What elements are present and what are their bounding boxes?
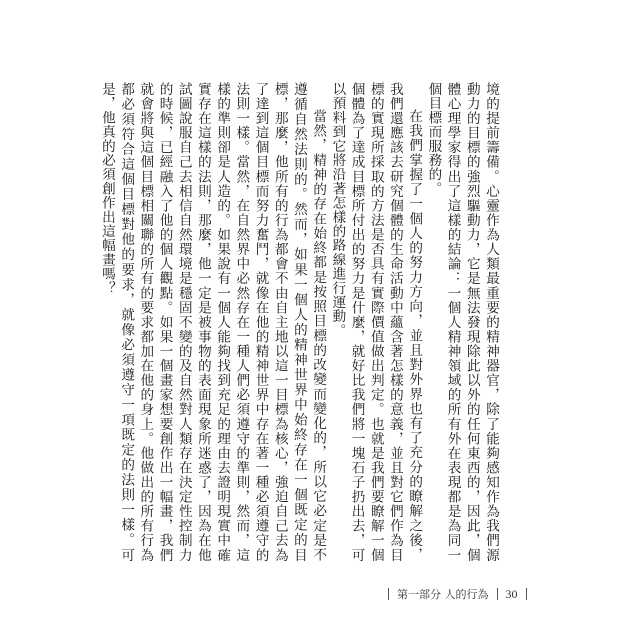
footer-divider-left: [388, 588, 389, 600]
footer-divider-right: [526, 588, 527, 600]
paragraph-1: 境的提前籌備。心靈作為人類最重要的精神器官，除了能夠感知作為我們源動力的目標的強烈驅動力，它是無法發現除此以外的任何東西的，因此，個體心理學家得出了這樣的結論：一個人精神領域的所有外在表現都是為同一個目標而服務的。: [425, 82, 499, 562]
footer-divider-middle: [497, 588, 498, 600]
chapter-title: 第一部分 人的行為: [397, 588, 489, 601]
paragraph-2: 在我們掌握了一個人的努力方向，並且對外界也有了充分的瞭解之後，我們還應該去研究個體的生命活動中蘊含著怎樣的意義，並且對它們作為目標的實現所採取的方法是否具有實際價值做出判定。也就是我們要瞭解一個個體為了達成目標所付出的努力是什麼，就好比我們將一塊石子扔出去，可以預料到它將沿著怎樣的路線進行運動。: [329, 82, 423, 562]
page-number: 30: [505, 586, 518, 601]
page-footer: [380, 584, 535, 604]
paragraph-3: 當然，精神的存在始終都是按照目標的改變而變化的，所以它必定是不遵循自然法則的。然而，如果一個人的精神世界中始終存在一個既定的目標，那麼，他所有的行為都會不由自主地以這一目標為核心，強迫自己去為了達到這個目標而努力奮鬥，就像在他的精神世界中存在著一種必須遵守的法則一樣。當然，在自然界中必然存在一種人們必須遵守的準則，然而，這樣的準則卻是人造的。如果說有一個人能夠找到充足的理由去證明現實中確實存在這樣的法則，那麼，他一定是被事物的表面現象所迷惑了，因為在他試圖說服自己去相信自然環境是穩固不變的及自然對人類存在決定性控制力的時候，已經融入了他的個人觀點。如果一個畫家想要創作出一幅畫，我們就會將與這個目標相關聯的所有的要求都加在他的身上。他做出的所有行為都必須符合這個目標對他的要求，就像必須遵守一項既定的法則一樣。可是，他真的必須創作出這幅畫嗎？: [98, 82, 327, 562]
vertical-text-body: [98, 82, 500, 562]
